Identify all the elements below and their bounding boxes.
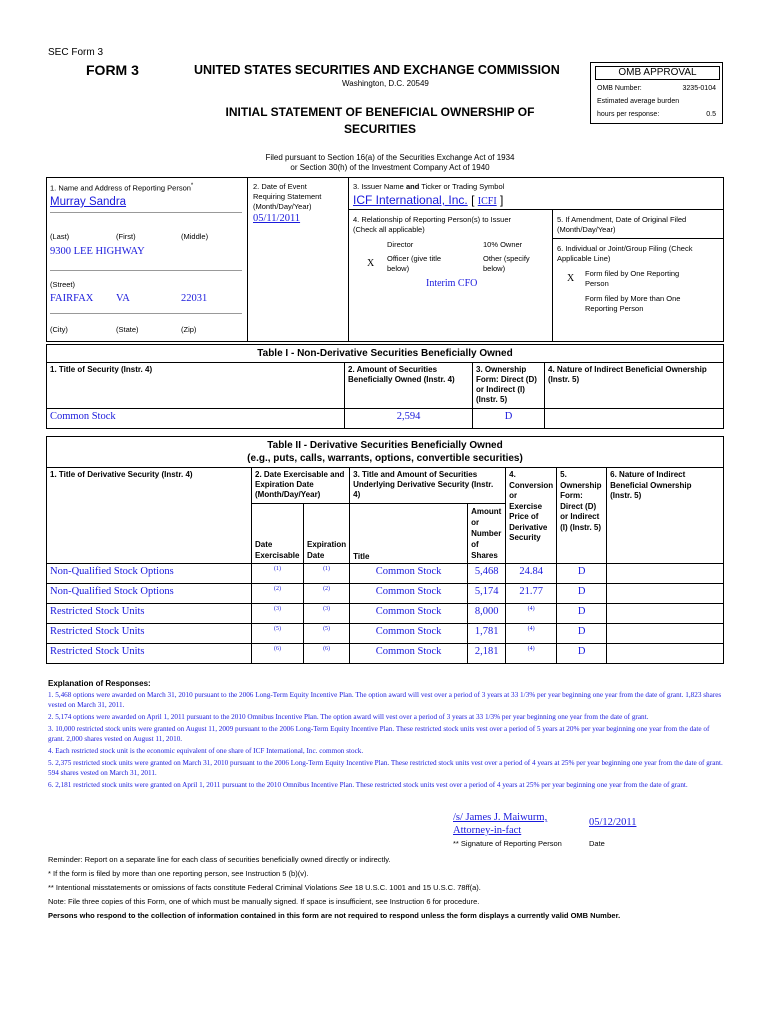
zip-label: (Zip) bbox=[181, 325, 197, 334]
t2-col-conversion: 4. Conversion or Exercise Price of Derivative Security bbox=[506, 468, 557, 564]
explanation-title: Explanation of Responses: bbox=[48, 679, 151, 688]
title-line-1: INITIAL STATEMENT OF BENEFICIAL OWNERSHIP OF bbox=[225, 105, 535, 119]
other-label: Other (specify below) bbox=[483, 254, 530, 273]
omb-hours-label: hours per response: bbox=[597, 111, 660, 118]
filed-line-1: Filed pursuant to Section 16(a) of the Securities Exchange Act of 1934 bbox=[265, 153, 515, 162]
t2-shares: 5,468 bbox=[468, 564, 506, 584]
table-row bbox=[47, 564, 724, 584]
more-persons-label: Form filed by More than One Reporting Person bbox=[585, 294, 681, 313]
t2-col-dates: 2. Date Exercisable and Expiration Date (Month/Day/Year) bbox=[252, 468, 350, 504]
t2-shares: 8,000 bbox=[468, 604, 506, 624]
t2-expiration-date: (5) bbox=[304, 624, 350, 644]
t1-amount: 2,594 bbox=[345, 409, 473, 429]
t2-ownership-form: D bbox=[557, 624, 607, 644]
t2-sub-expiration: Expiration Date bbox=[304, 504, 350, 564]
t2-nature bbox=[607, 644, 724, 664]
t2-underlying-title: Common Stock bbox=[350, 604, 468, 624]
ticker-symbol: ICFI bbox=[477, 196, 497, 207]
t2-expiration-date: (3) bbox=[304, 604, 350, 624]
officer-check-mark: X bbox=[367, 258, 375, 269]
date-label: Date bbox=[589, 839, 605, 848]
t1-col-ownership: 3. Ownership Form: Direct (D) or Indirect (I) (Instr. 5) bbox=[473, 363, 545, 409]
issuer-name-row: ICF International, Inc. [ ICFI ] bbox=[353, 193, 504, 207]
note-2: ** Intentional misstatements or omissions of facts constitute Federal Criminal Violations See 18 U.S.C. 1001 and 15 U.S.C. 78ff(a). bbox=[48, 883, 481, 892]
t1-col-title: 1. Title of Security (Instr. 4) bbox=[47, 363, 345, 409]
commission-city: Washington, D.C. 20549 bbox=[342, 79, 429, 88]
footer-notes bbox=[48, 853, 724, 923]
t2-security-title: Restricted Stock Units bbox=[47, 604, 252, 624]
one-person-label: Form filed by One Reporting Person bbox=[585, 269, 680, 288]
issuer-name: ICF International, Inc. bbox=[353, 193, 468, 207]
officer-label: Officer (give title below) bbox=[387, 254, 442, 273]
t2-col-underlying: 3. Title and Amount of Securities Underlying Derivative Security (Instr. 4) bbox=[350, 468, 506, 504]
reminder: Reminder: Report on a separate line for each class of securities beneficially owned directly or indirectly. bbox=[48, 855, 391, 864]
page-title bbox=[200, 104, 560, 138]
t2-security-title: Restricted Stock Units bbox=[47, 644, 252, 664]
t1-col-nature: 4. Nature of Indirect Beneficial Ownership (Instr. 5) bbox=[545, 363, 724, 409]
street-label: (Street) bbox=[50, 280, 76, 289]
box1-label: 1. Name and Address of Reporting Person* bbox=[50, 183, 194, 193]
table-row bbox=[47, 584, 724, 604]
table-row bbox=[47, 409, 724, 429]
box6-label: 6. Individual or Joint/Group Filing (Check Applicable Line) bbox=[557, 244, 693, 263]
t2-ownership-form: D bbox=[557, 564, 607, 584]
t2-price: (4) bbox=[506, 644, 557, 664]
t2-sub-date-exercisable: Date Exercisable bbox=[252, 504, 304, 564]
city-value: FAIRFAX bbox=[50, 293, 94, 304]
event-date: 05/11/2011 bbox=[253, 213, 301, 224]
t2-price: (4) bbox=[506, 604, 557, 624]
t2-security-title: Restricted Stock Units bbox=[47, 624, 252, 644]
t2-date-exercisable: (1) bbox=[252, 564, 304, 584]
director-label: Director bbox=[387, 240, 414, 249]
table-row bbox=[47, 644, 724, 664]
t2-nature bbox=[607, 564, 724, 584]
one-person-check-mark: X bbox=[567, 273, 575, 284]
t2-date-exercisable: (3) bbox=[252, 604, 304, 624]
t2-shares: 1,781 bbox=[468, 624, 506, 644]
explanation-item: 5. 2,375 restricted stock units were granted on March 31, 2010 pursuant to the 2006 Long-Term Equity Incentive Plan. These restricted stock units vest over a period of 4 years at 25% per year beginning one year from the date of grant. 594 shares vested on March 31, 2011. bbox=[48, 759, 723, 777]
t2-nature bbox=[607, 624, 724, 644]
t2-expiration-date: (6) bbox=[304, 644, 350, 664]
last-label: (Last) bbox=[50, 232, 70, 241]
state-label: (State) bbox=[116, 325, 139, 334]
table-1 bbox=[46, 344, 724, 429]
omb-number-value: 3235-0104 bbox=[682, 85, 716, 92]
zip-value: 22031 bbox=[181, 293, 208, 304]
table-2-title: Table II - Derivative Securities Beneficially Owned (e.g., puts, calls, warrants, options, convertible securities) bbox=[47, 437, 724, 468]
title-line-2: SECURITIES bbox=[343, 122, 416, 136]
t2-price: 21.77 bbox=[506, 584, 557, 604]
form-number: FORM 3 bbox=[86, 62, 139, 78]
signature-date: 05/12/2011 bbox=[589, 817, 637, 828]
box4-label: 4. Relationship of Reporting Person(s) to Issuer (Check all applicable) bbox=[353, 215, 511, 234]
explanation-item: 1. 5,468 options were awarded on March 31, 2010 pursuant to the 2006 Long-Term Equity Incentive Plan. The option award will vest over a period of 3 years at 33 1/3% per year beginning one year from the date of grant. 1,823 shares vested on March 31, 2011. bbox=[48, 691, 722, 709]
t2-col-nature: 6. Nature of Indirect Beneficial Ownership (Instr. 5) bbox=[607, 468, 724, 564]
t2-nature bbox=[607, 604, 724, 624]
t2-expiration-date: (1) bbox=[304, 564, 350, 584]
table-1-title: Table I - Non-Derivative Securities Beneficially Owned bbox=[47, 345, 724, 363]
first-label: (First) bbox=[116, 232, 136, 241]
box3-label: 3. Issuer Name and Ticker or Trading Symbol bbox=[353, 182, 505, 191]
commission-title: UNITED STATES SECURITIES AND EXCHANGE COMMISSION bbox=[194, 63, 560, 77]
box2-label: 2. Date of Event Requiring Statement (Month/Day/Year) bbox=[253, 182, 322, 211]
table-row bbox=[47, 624, 724, 644]
t2-underlying-title: Common Stock bbox=[350, 584, 468, 604]
table-row bbox=[47, 604, 724, 624]
officer-title: Interim CFO bbox=[426, 278, 478, 289]
sec-form-label: SEC Form 3 bbox=[48, 47, 104, 58]
note-1: * If the form is filed by more than one reporting person, see Instruction 5 (b)(v). bbox=[48, 869, 309, 878]
t2-sub-title: Title bbox=[350, 504, 468, 564]
reporting-person-name: Murray Sandra bbox=[50, 196, 127, 208]
t2-ownership-form: D bbox=[557, 604, 607, 624]
omb-hours-value: 0.5 bbox=[706, 111, 716, 118]
state-value: VA bbox=[116, 293, 130, 304]
t2-expiration-date: (2) bbox=[304, 584, 350, 604]
t2-price: (4) bbox=[506, 624, 557, 644]
t1-ownership-form: D bbox=[473, 409, 545, 429]
t2-sub-amount: Amount or Number of Shares bbox=[468, 504, 506, 564]
signature-label: ** Signature of Reporting Person bbox=[453, 839, 562, 848]
t2-security-title: Non-Qualified Stock Options bbox=[47, 584, 252, 604]
table-2 bbox=[46, 436, 724, 664]
note-4: Persons who respond to the collection of information contained in this form are not required to respond unless the form displays a currently valid OMB Number. bbox=[48, 911, 621, 920]
t1-nature bbox=[545, 409, 724, 429]
t2-date-exercisable: (5) bbox=[252, 624, 304, 644]
t2-ownership-form: D bbox=[557, 644, 607, 664]
street-value: 9300 LEE HIGHWAY bbox=[50, 246, 145, 257]
t2-security-title: Non-Qualified Stock Options bbox=[47, 564, 252, 584]
t1-security-title: Common Stock bbox=[47, 409, 345, 429]
explanation-item: 2. 5,174 options were awarded on April 1, 2011 pursuant to the 2010 Omnibus Incentive Plan. The option award will vest over a period of 3 years at 33 1/3% per year beginning one year from the date of grant. bbox=[48, 713, 649, 721]
t2-underlying-title: Common Stock bbox=[350, 644, 468, 664]
t2-col-ownership: 5. Ownership Form: Direct (D) or Indirect (I) (Instr. 5) bbox=[557, 468, 607, 564]
omb-number-label: OMB Number: bbox=[597, 85, 642, 92]
box5-label: 5. If Amendment, Date of Original Filed (Month/Day/Year) bbox=[557, 215, 687, 234]
t1-col-amount: 2. Amount of Securities Beneficially Owned (Instr. 4) bbox=[345, 363, 473, 409]
omb-burden-label: Estimated average burden bbox=[597, 98, 680, 105]
t2-nature bbox=[607, 584, 724, 604]
t2-underlying-title: Common Stock bbox=[350, 564, 468, 584]
explanation-item: 6. 2,181 restricted stock units were granted on April 1, 2011 pursuant to the 2010 Omnibus Incentive Plan. These restricted stock units vest over a period of 4 years at 25% per year beginning one year from the date of grant. bbox=[48, 781, 688, 789]
t2-date-exercisable: (6) bbox=[252, 644, 304, 664]
t2-shares: 5,174 bbox=[468, 584, 506, 604]
t2-col-title: 1. Title of Derivative Security (Instr. 4) bbox=[47, 468, 252, 564]
note-3: Note: File three copies of this Form, one of which must be manually signed. If space is insufficient, see Instruction 6 for procedure. bbox=[48, 897, 480, 906]
signature: /s/ James J. Maiwurm, Attorney-in-fact bbox=[453, 812, 548, 836]
t2-shares: 2,181 bbox=[468, 644, 506, 664]
explanation-list bbox=[48, 690, 724, 792]
t2-ownership-form: D bbox=[557, 584, 607, 604]
explanation-item: 4. Each restricted stock unit is the economic equivalent of one share of ICF International, Inc. common stock. bbox=[48, 747, 364, 755]
ten-pct-owner-label: 10% Owner bbox=[483, 240, 523, 249]
omb-title: OMB APPROVAL bbox=[595, 66, 720, 80]
filed-pursuant bbox=[200, 153, 580, 173]
city-label: (City) bbox=[50, 325, 68, 334]
t2-underlying-title: Common Stock bbox=[350, 624, 468, 644]
omb-box bbox=[590, 62, 723, 124]
t2-price: 24.84 bbox=[506, 564, 557, 584]
middle-label: (Middle) bbox=[181, 232, 209, 241]
explanation-item: 3. 10,000 restricted stock units were granted on August 11, 2009 pursuant to the 2006 Long-Term Equity Incentive Plan. These restricted stock units vest over a period of 5 years at 20% per year beginning one year from the date of grant. 2,000 shares vested on August 11, 2010. bbox=[48, 725, 710, 743]
filed-line-2: or Section 30(h) of the Investment Company Act of 1940 bbox=[290, 163, 490, 172]
t2-date-exercisable: (2) bbox=[252, 584, 304, 604]
